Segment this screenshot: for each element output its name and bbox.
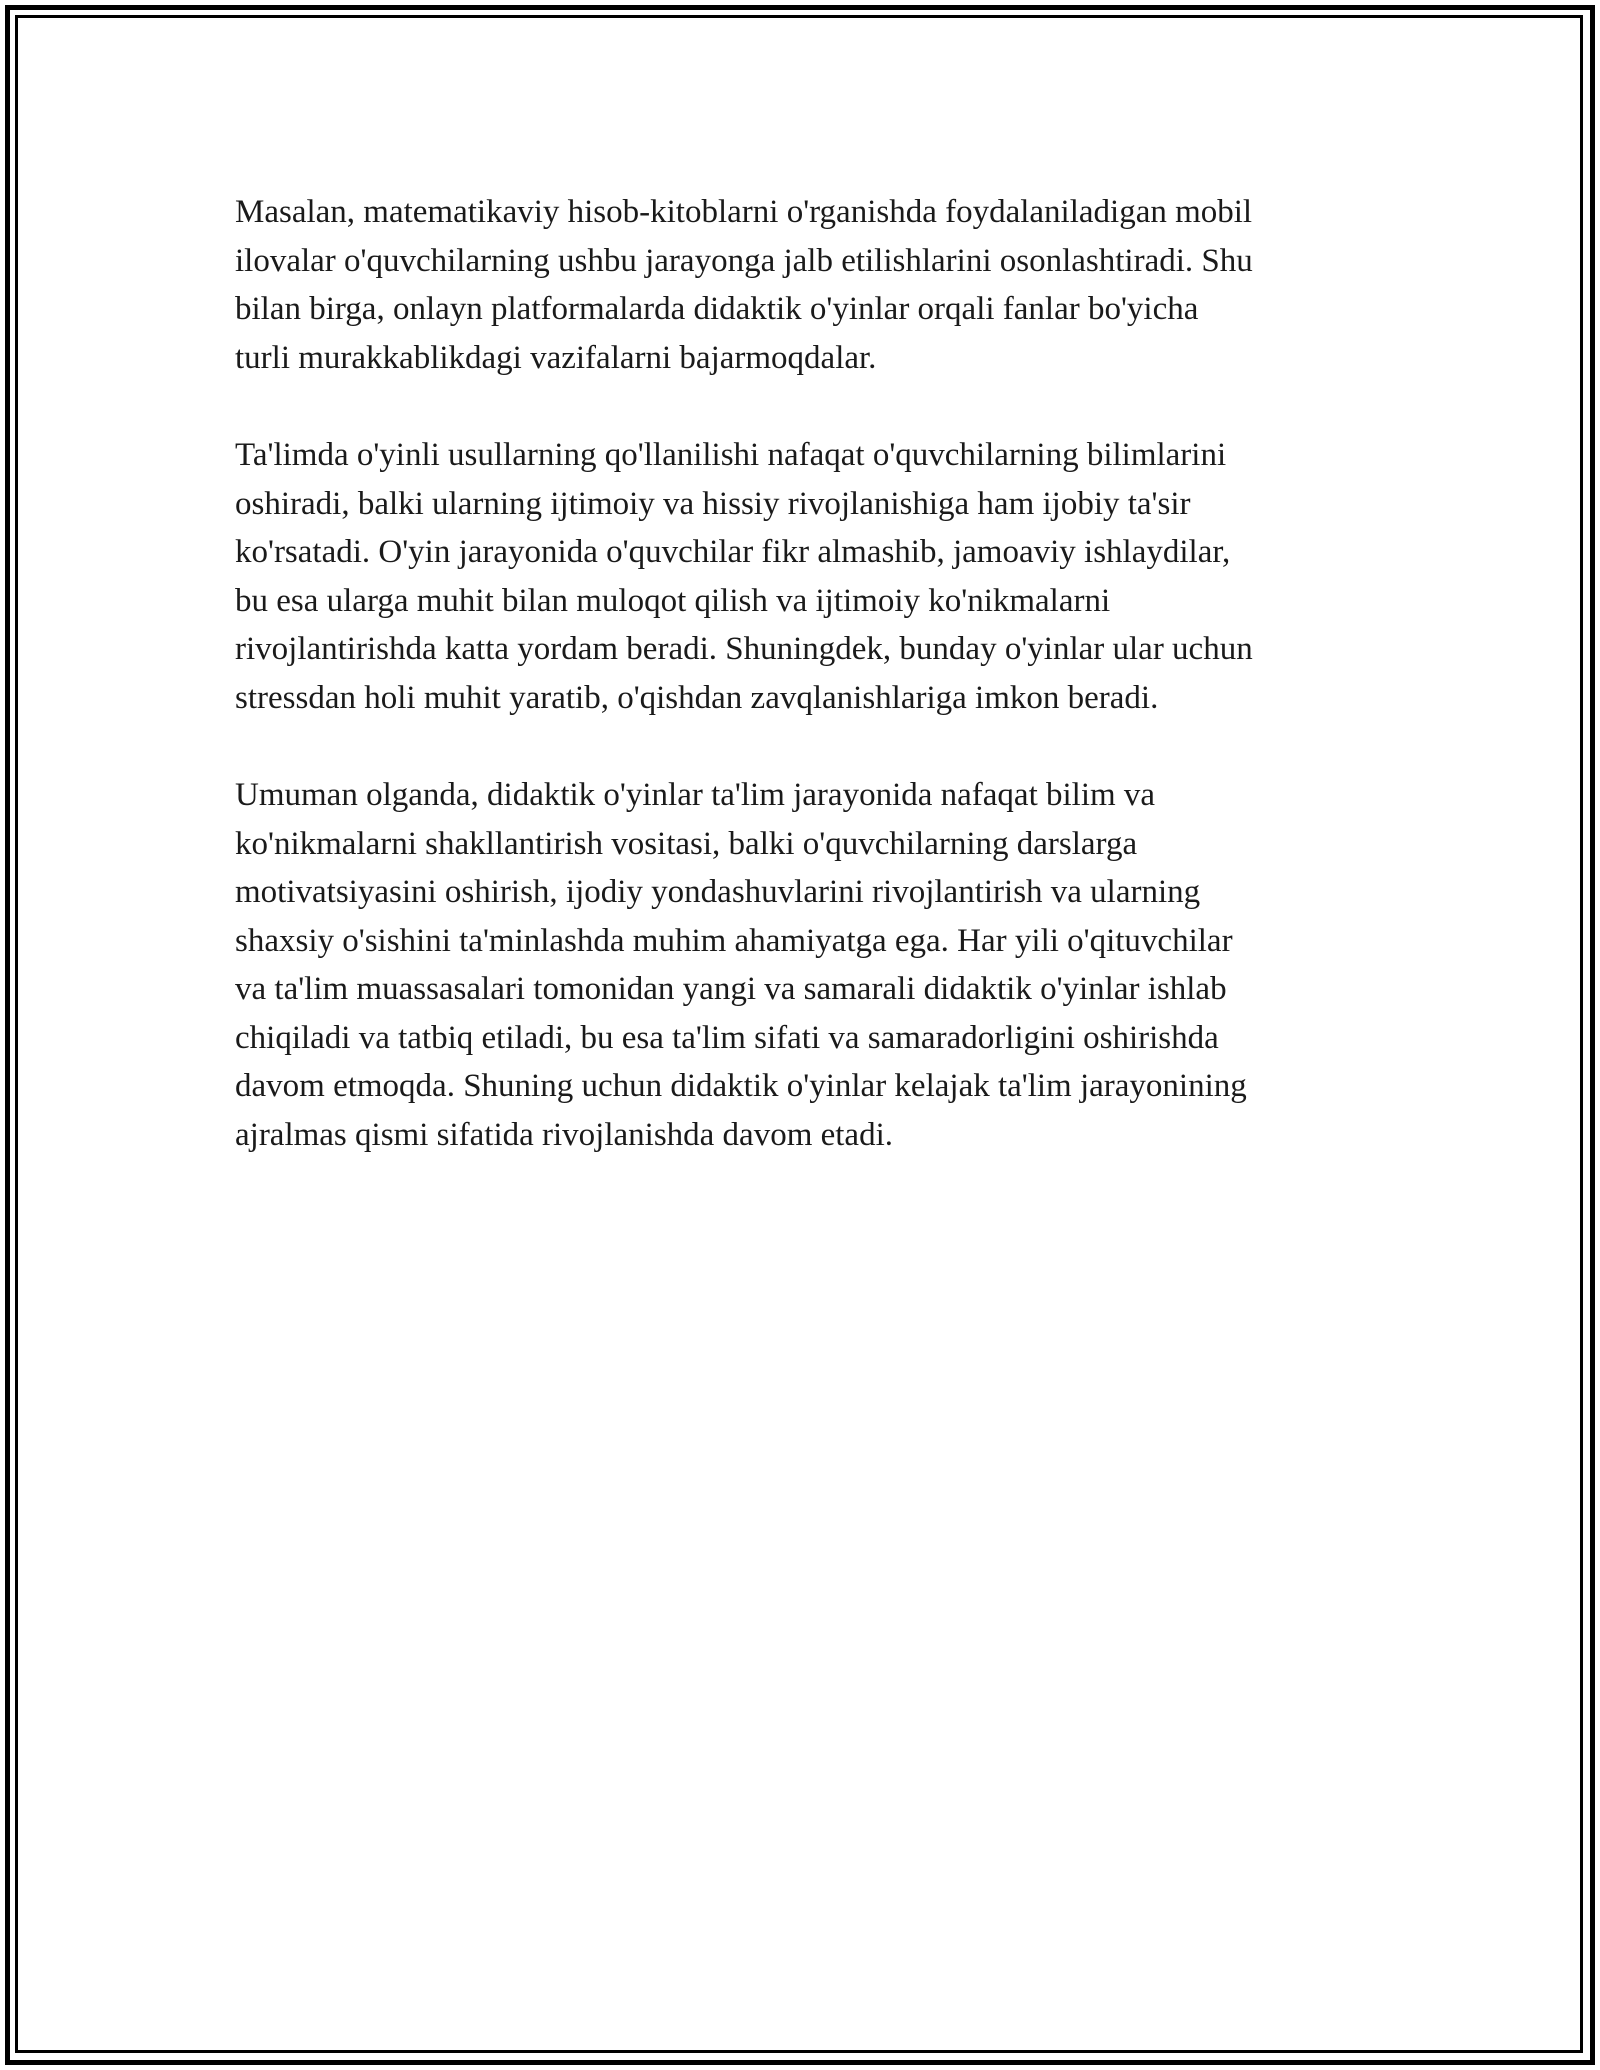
document-body — [235, 188, 1385, 1208]
paragraph-1: Masalan, matematikaviy hisob-kitoblarni o'rganishda foydalaniladigan mobil ilovalar o'quvchilarning ushbu jarayonga jalb etilishlarini osonlashtiradi. Shu bilan birga, onlayn platformalarda didaktik o'yinlar orqali fanlar bo'yicha turli murakkablikdagi vazifalarni bajarmoqdalar. — [235, 194, 1253, 376]
paragraph-3: Umuman olganda, didaktik o'yinlar ta'lim jarayonida nafaqat bilim va ko'nikmalarni shakllantirish vositasi, balki o'quvchilarning darslarga motivatsiyasini oshirish, ijodiy yondashuvlarini rivojlantirish va ularning shaxsiy o'sishini ta'minlashda muhim ahamiyatga ega. Har yili o'qituvchilar va ta'lim muassasalari tomonidan yangi va samarali didaktik o'yinlar ishlab chiqiladi va tatbiq etiladi, bu esa ta'lim sifati va samaradorligini oshirishda davom etmoqda. Shuning uchun didaktik o'yinlar kelajak ta'lim jarayonining ajralmas qismi sifatida rivojlanishda davom etadi. — [235, 777, 1247, 1153]
paragraph-2: Ta'limda o'yinli usullarning qo'llanilishi nafaqat o'quvchilarning bilimlarini oshiradi, balki ularning ijtimoiy va hissiy rivojlanishiga ham ijobiy ta'sir ko'rsatadi. O'yin jarayonida o'quvchilar fikr almashib, jamoaviy ishlaydilar, bu esa ularga muhit bilan muloqot qilish va ijtimoiy ko'nikmalarni rivojlantirishda katta yordam beradi. Shuningdek, bunday o'yinlar ular uchun stressdan holi muhit yaratib, o'qishdan zavqlanishlariga imkon beradi. — [235, 437, 1253, 716]
